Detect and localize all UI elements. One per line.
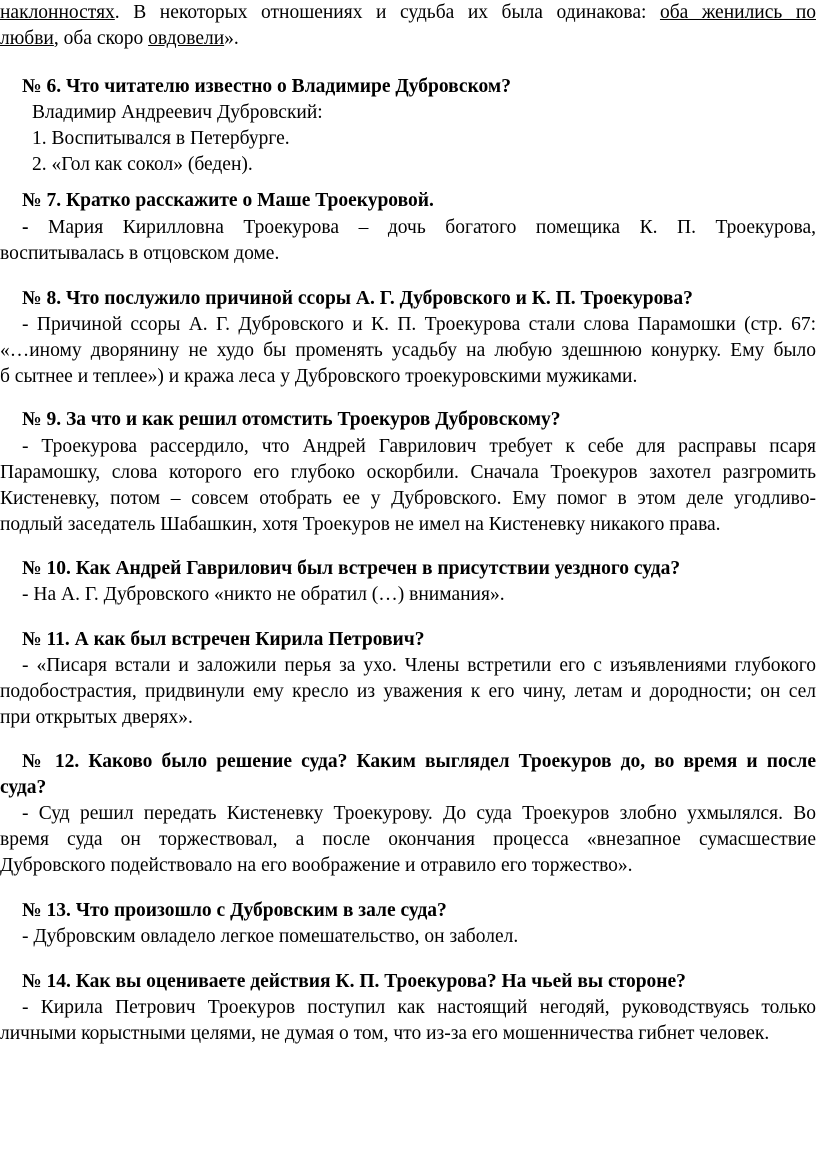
question-7-answer-line <box>0 215 816 241</box>
question-14-heading: № 14. Как вы оцениваете действия К. П. Троекурова? На чьей вы стороне? <box>22 971 686 992</box>
underlined-text: овдовели <box>148 28 225 49</box>
text-fragment: . В некоторых отношениях и судьба их была одинакова: <box>114 2 660 23</box>
question-11-heading: № 11. А как был встречен Кирила Петрович? <box>22 629 425 650</box>
underlined-text: любви <box>0 28 54 49</box>
question-12-heading-continued: суда? <box>0 777 47 798</box>
underlined-text: наклонностях <box>0 2 115 23</box>
text-fragment: ». <box>224 28 239 49</box>
question-11-answer-line: подобострастия, придвинули ему кресло из уважения к его чину, летам и дородности; он сел <box>0 681 816 702</box>
question-8-answer-line: б сытнее и теплее») и кража леса у Дубровского троекуровскими мужиками. <box>0 366 638 387</box>
question-8-answer-line: - Причиной ссоры А. Г. Дубровского и К. П. Троекурова стали слова Парамошки (стр. 67: <box>22 314 816 335</box>
question-12-answer-line: время суда он торжествовал, а после окончания процесса «внезапное сумасшествие <box>0 829 816 850</box>
question-13-answer-line: - Дубровским овладело легкое помешательство, он заболел. <box>22 926 519 947</box>
question-11-answer-line: при открытых дверях». <box>0 707 193 728</box>
question-6-answer-line: Владимир Андреевич Дубровский: <box>32 102 323 123</box>
question-12-heading: № 12. Каково было решение суда? Каким выглядел Троекуров до, во время и после <box>22 751 816 772</box>
intro-line-2 <box>0 26 816 52</box>
question-9-answer-line: подлый заседатель Шабашкин, хотя Троекуров не имел на Кистеневку никакого права. <box>0 514 721 535</box>
text-fragment: , оба скоро <box>53 28 149 49</box>
question-13-heading: № 13. Что произошло с Дубровским в зале суда? <box>22 900 447 921</box>
question-14-answer-line: личными корыстными целями, не думая о том, что из-за его мошенничества гибнет человек. <box>0 1023 770 1044</box>
question-9-answer-line: - Троекурова рассердило, что Андрей Гаврилович требует к себе для расправы псаря <box>22 436 816 457</box>
question-12-answer-line: Дубровского подействовало на его воображение и отравило его торжество». <box>0 855 633 876</box>
question-6-answer-line: 1. Воспитывался в Петербурге. <box>32 128 290 149</box>
question-6-answer-line: 2. «Гол как сокол» (беден). <box>32 154 253 175</box>
dash-marker: - <box>22 217 29 238</box>
question-8-answer-line: «…иному дворянину не худо бы променять усадьбу на любую здешнюю конурку. Ему было <box>0 340 816 361</box>
question-7-heading: № 7. Кратко расскажите о Маше Троекуровой. <box>22 190 434 211</box>
question-14-answer-line: - Кирила Петрович Троекуров поступил как настоящий негодяй, руководствуясь только <box>22 997 816 1018</box>
question-6-heading: № 6. Что читателю известно о Владимире Дубровском? <box>22 76 511 97</box>
question-9-heading: № 9. За что и как решил отомстить Троекуров Дубровскому? <box>22 409 561 430</box>
question-12-answer-line: - Суд решил передать Кистеневку Троекурову. До суда Троекуров злобно ухмылялся. Во <box>22 803 816 824</box>
question-7-answer-line: воспитывалась в отцовском доме. <box>0 243 280 264</box>
intro-line-1 <box>0 0 816 26</box>
underlined-text: оба женились по <box>659 2 816 23</box>
question-9-answer-line: Парамошку, слова которого его глубоко оскорбили. Сначала Троекуров захотел разгромить <box>0 462 816 483</box>
question-10-answer-line: - На А. Г. Дубровского «никто не обратил (…) внимания». <box>22 584 505 605</box>
question-11-answer-line: - «Писаря встали и заложили перья за ухо. Члены встретили его с изъявлениями глубокого <box>22 655 816 676</box>
question-8-heading: № 8. Что послужило причиной ссоры А. Г. Дубровского и К. П. Троекурова? <box>22 288 693 309</box>
text-fragment: Мария Кирилловна Троекурова – дочь богатого помещика К. П. Троекурова, <box>28 217 816 238</box>
question-9-answer-line: Кистеневку, потом – совсем отобрать ее у Дубровского. Ему помог в этом деле угодливо- <box>0 488 816 509</box>
question-10-heading: № 10. Как Андрей Гаврилович был встречен в присутствии уездного суда? <box>22 558 681 579</box>
